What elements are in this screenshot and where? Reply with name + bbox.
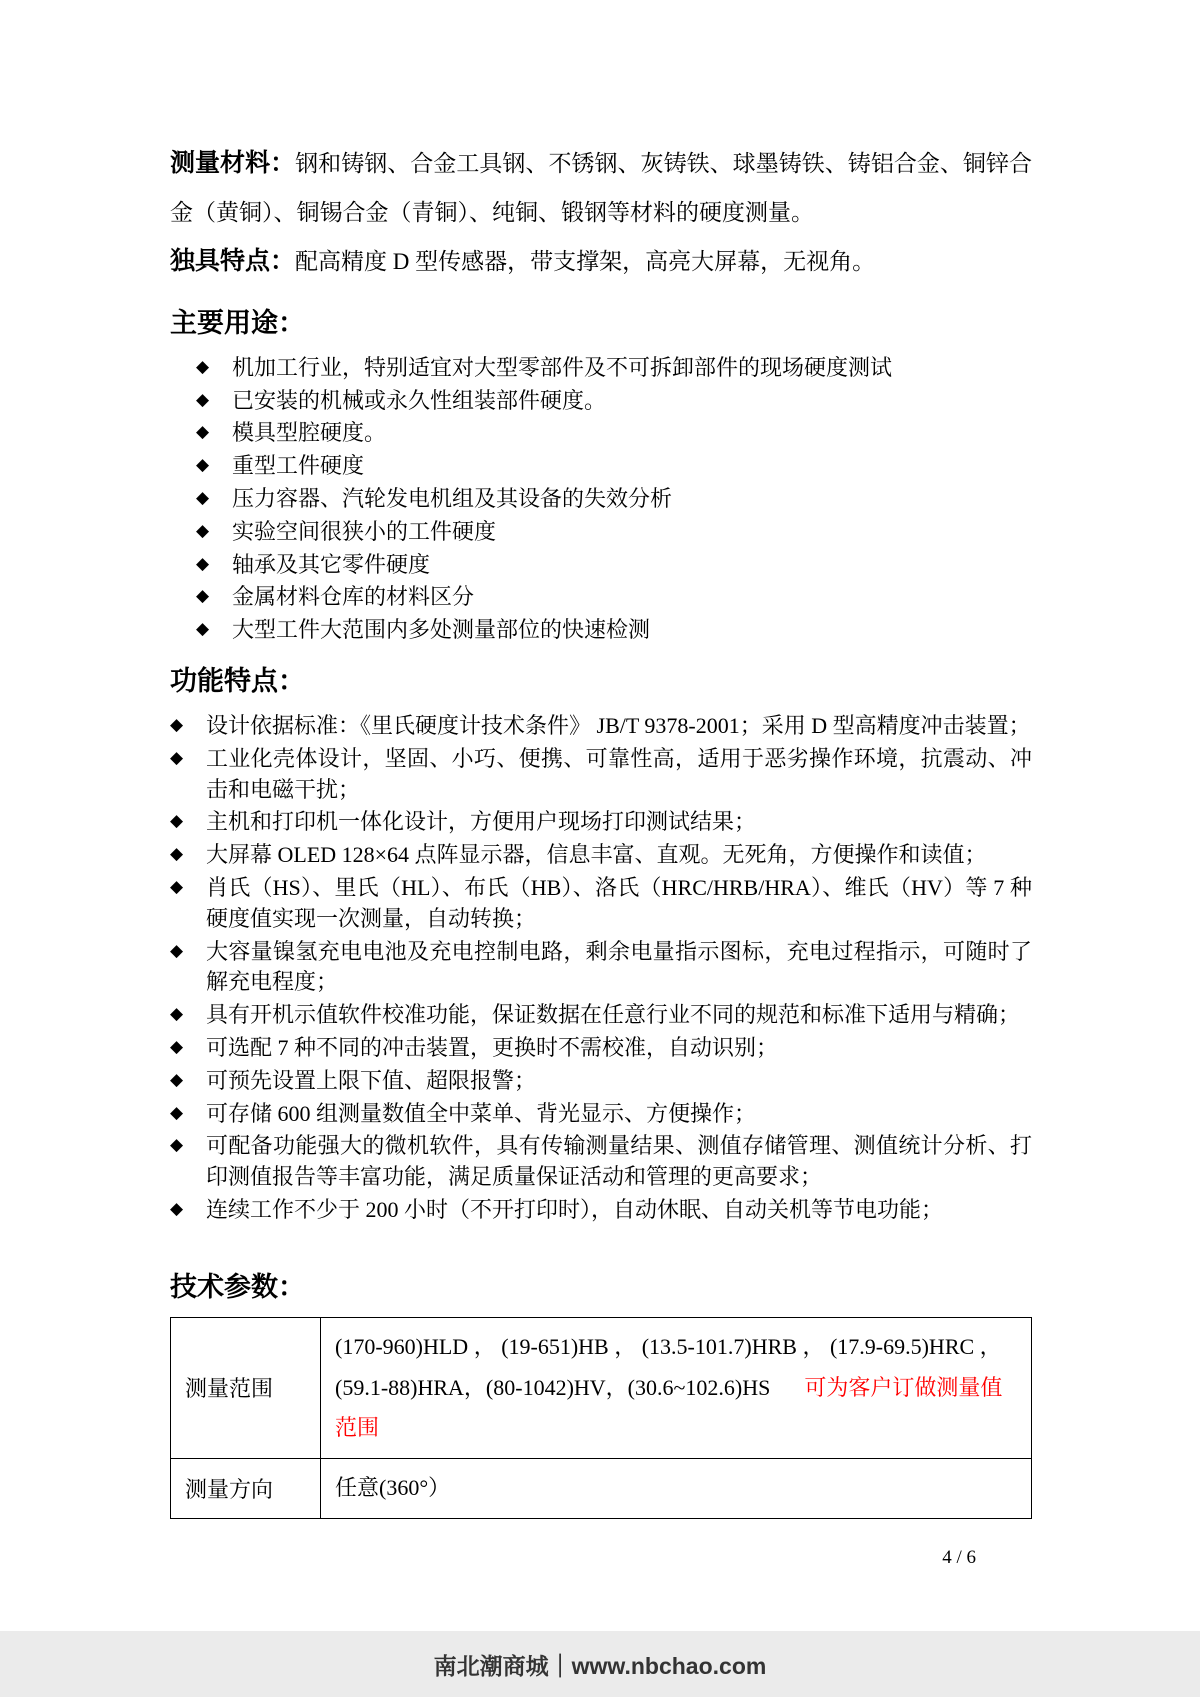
diamond-bullet-icon: ◆ [170,811,184,832]
list-item-text: 设计依据标准：《里氏硬度计技术条件》 JB/T 9378-2001；采用 D 型高精度冲击装置； [206,713,1031,738]
diamond-bullet-icon: ◆ [196,586,210,607]
list-item [170,711,1032,742]
diamond-bullet-icon: ◆ [170,715,184,735]
uses-list [196,353,1032,646]
diamond-bullet-icon: ◆ [196,553,210,574]
list-item-text: 连续工作不少于 200 小时（不开打印时），自动休眠、自动关机等节电功能； [206,1196,944,1222]
diamond-bullet-icon: ◆ [196,422,210,443]
diamond-bullet-icon: ◆ [170,1069,184,1090]
list-item [196,517,1032,548]
list-item-text: 压力容器、汽轮发电机组及其设备的失效分析 [232,485,673,511]
param-value-text: (170-960)HLD ， (19-651)HB ， (13.5-101.7)HRB ， (17.9-69.5)HRC ， (59.1-88)HRA，(80-1042)HV，(30.6~102.6)HS [335,1333,1002,1400]
params-table [170,1317,1032,1519]
list-item-text: 重型工件硬度 [232,453,365,479]
list-item-text: 大容量镍氢充电电池及充电控制电路，剩余电量指示图标，充电过程指示，可随时了解充电程度； [206,938,1032,995]
uses-heading: 主要用途： [170,307,305,338]
list-item [170,937,1032,999]
unique-features-label: 独具特点： [170,248,296,276]
list-item [196,615,1032,646]
materials-label: 测量材料： [170,150,296,177]
list-item-text: 可选配 7 种不同的冲击装置，更换时不需校准，自动识别； [206,1034,779,1060]
param-value [321,1317,1032,1458]
diamond-bullet-icon: ◆ [196,619,210,640]
list-item-text: 大型工件大范围内多处测量部位的快速检测 [232,617,651,643]
list-item [170,807,1032,838]
param-value [321,1458,1032,1518]
footer-site-text: 南北潮商城｜www.nbchao.com [433,1652,767,1679]
list-item-text: 可预先设置上限下值、超限报警； [206,1067,537,1093]
intro-section [170,138,1032,288]
list-item-text: 主机和打印机一体化设计，方便用户现场打印测试结果； [206,809,757,835]
diamond-bullet-icon: ◆ [196,455,210,476]
diamond-bullet-icon: ◆ [170,940,184,961]
list-item-text: 轴承及其它零件硬度 [232,551,431,577]
diamond-bullet-icon: ◆ [170,1102,184,1123]
materials-paragraph [170,138,1032,236]
param-label: 测量范围 [171,1317,321,1458]
list-item-text: 已安装的机械或永久性组装部件硬度。 [232,387,607,413]
list-item [196,353,1032,384]
features-heading: 功能特点： [170,665,305,696]
list-item [170,1195,1032,1226]
features-list [170,711,1032,1226]
diamond-bullet-icon: ◆ [196,520,210,541]
table-row [171,1317,1032,1458]
diamond-bullet-icon: ◆ [170,876,184,897]
param-label: 测量方向 [171,1458,321,1518]
list-item [196,418,1032,449]
list-item [196,386,1032,417]
list-item [196,550,1032,581]
list-item-text: 肖氏（HS）、里氏（HL）、布氏（HB）、洛氏（HRC/HRB/HRA）、维氏（HV）等 7 种硬度值实现一次测量，自动转换； [206,874,1032,931]
list-item [170,1066,1032,1097]
params-section [170,1317,1032,1519]
diamond-bullet-icon: ◆ [170,844,184,865]
list-item [196,451,1032,482]
list-item [170,744,1032,806]
list-item [170,1131,1032,1193]
list-item [196,484,1032,515]
list-item-text: 大屏幕 OLED 128×64 点阵显示器，信息丰富、直观。无死角，方便操作和读值； [206,842,987,868]
page-number: 4 / 6 [942,1546,976,1568]
footer-bar [0,1631,1200,1697]
diamond-bullet-icon: ◆ [170,1135,184,1156]
list-item [196,582,1032,613]
diamond-bullet-icon: ◆ [170,747,184,768]
list-item-text: 具有开机示值软件校准功能，保证数据在任意行业不同的规范和标准下适用与精确； [206,1002,1021,1028]
list-item-text: 模具型腔硬度。 [232,420,387,446]
diamond-bullet-icon: ◆ [170,1004,184,1025]
diamond-bullet-icon: ◆ [170,1036,184,1057]
list-item [170,1033,1032,1064]
list-item-text: 工业化壳体设计，坚固、小巧、便携、可靠性高，适用于恶劣操作环境，抗震动、冲击和电磁干扰； [206,745,1032,802]
list-item [170,1099,1032,1130]
list-item-text: 可存储 600 组测量数值全中菜单、背光显示、方便操作； [206,1100,757,1126]
list-item [170,1000,1032,1031]
list-item [170,840,1032,871]
diamond-bullet-icon: ◆ [170,1198,184,1219]
list-item [170,873,1032,935]
params-heading: 技术参数： [170,1271,305,1302]
materials-text: 钢和铸钢、合金工具钢、不锈钢、灰铸铁、球墨铸铁、铸铝合金、铜锌合金（黄铜）、铜锡合金（青铜）、纯铜、锻钢等材料的硬度测量。 [170,151,1032,226]
diamond-bullet-icon: ◆ [196,389,210,410]
unique-features-text: 配高精度 D 型传感器，带支撑架，高亮大屏幕，无视角。 [295,249,876,275]
list-item-text: 金属材料仓库的材料区分 [232,584,475,610]
list-item-text: 可配备功能强大的微机软件，具有传输测量结果、测值存储管理、测值统计分析、打印测值报告等丰富功能，满足质量保证活动和管理的更高要求； [206,1133,1032,1190]
table-row [171,1458,1032,1518]
diamond-bullet-icon: ◆ [196,356,210,377]
diamond-bullet-icon: ◆ [196,487,210,508]
list-item-text: 机加工行业，特别适宜对大型零部件及不可拆卸部件的现场硬度测试 [232,354,893,380]
unique-features-paragraph [170,236,1032,287]
list-item-text: 实验空间很狭小的工件硬度 [232,518,497,544]
param-custom-range-note: 可为客户订做测量值范围 [335,1374,1003,1441]
param-value-text: 任意(360°） [335,1474,451,1500]
